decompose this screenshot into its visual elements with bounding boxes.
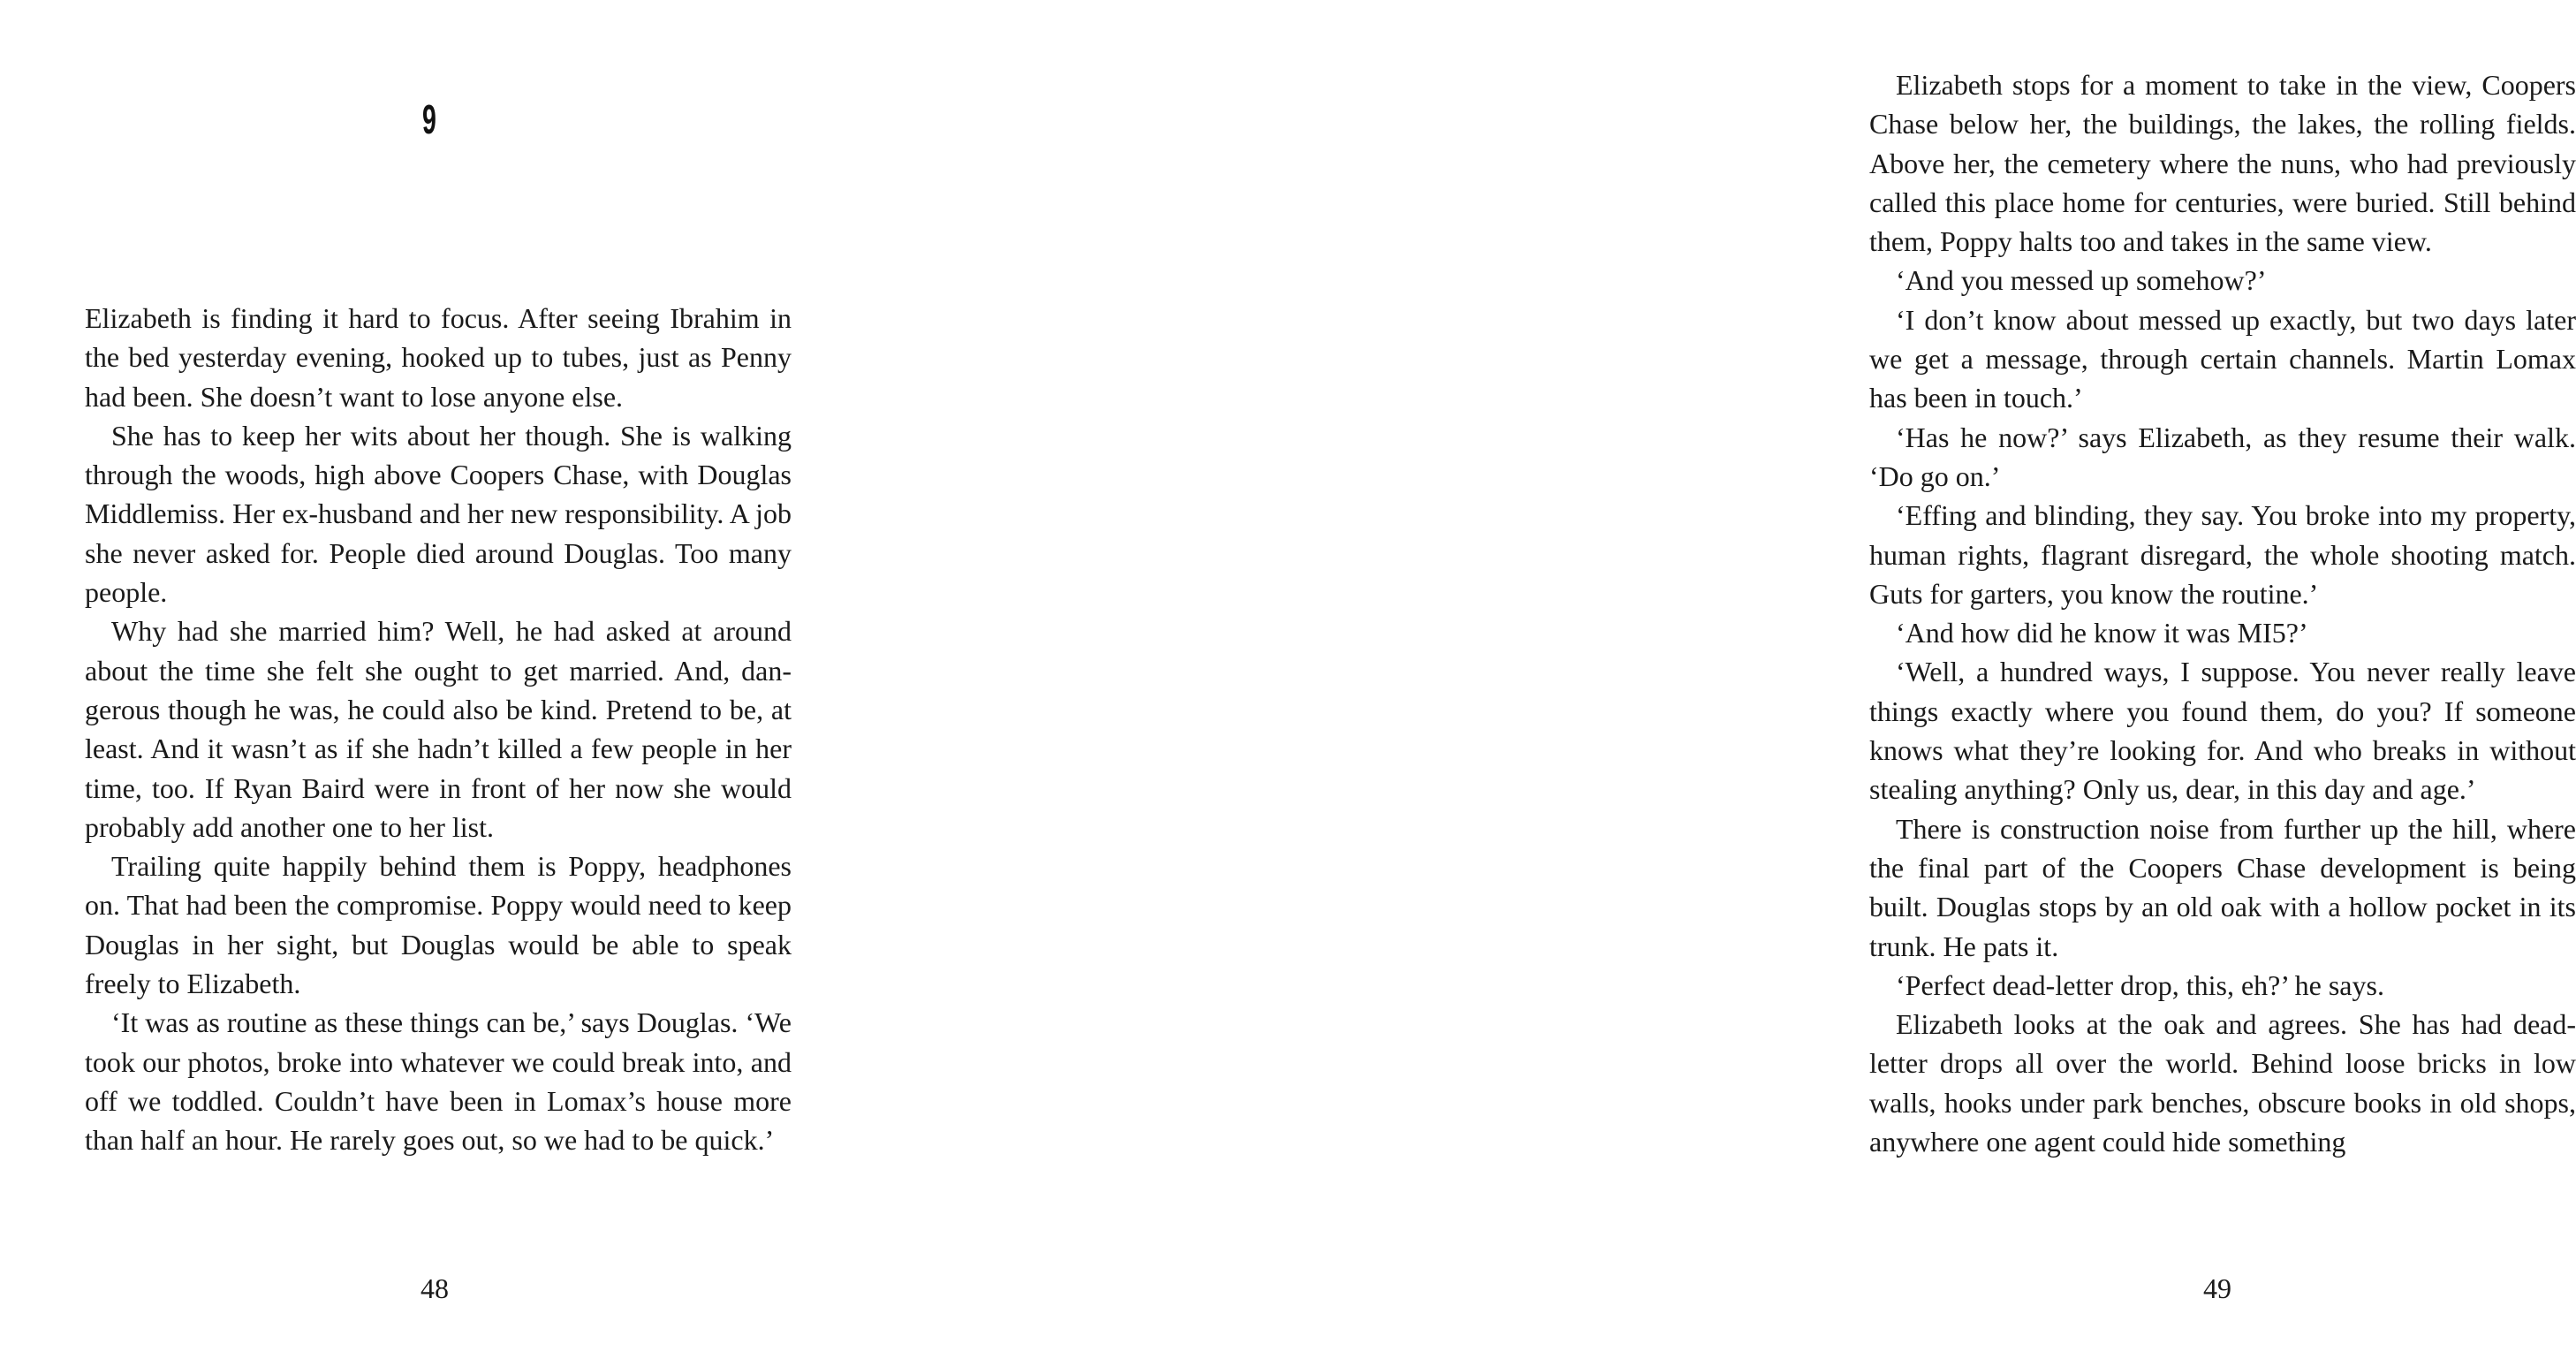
page-number-right: 49	[2203, 1272, 2231, 1304]
right-page-text	[1869, 65, 2576, 1161]
paragraph: ‘Has he now?’ says Elizabeth, as they resume their walk. ‘Do go on.’	[1869, 421, 2576, 492]
paragraph: Elizabeth is finding it hard to focus. After seeing Ibrahim in the bed yesterday evening, hooked up to tubes, just as Penny had been. She doesn’t want to lose anyone else.	[85, 302, 792, 413]
chapter-number: 9	[422, 96, 436, 142]
paragraph: ‘Perfect dead-letter drop, this, eh?’ he says.	[1896, 968, 2384, 1001]
left-page-text	[85, 299, 792, 1160]
paragraph: Why had she married him? Well, he had asked at around about the time she felt she ought to get married. And, dangerous though he was, he could also be kind. Pretend to be, at least. And it wasn’t as if she hadn’t killed a few people in her time, too. If Ryan Baird were in front of her now she would probably add another one to her list.	[85, 615, 792, 843]
paragraph: ‘I don’t know about messed up exactly, but two days later we get a message, through certain channels. Martin Lomax has been in touch.’	[1869, 303, 2576, 414]
paragraph: ‘It was as routine as these things can be,’ says Douglas. ‘We took our photos, broke into whatever we could break into, and off we toddled. Couldn’t have been in Lomax’s house more than half an hour. He rarely goes out, so we had to be quick.’	[85, 1006, 792, 1157]
paragraph: She has to keep her wits about her though. She is walking through the woods, high above Coopers Chase, with Douglas Middlemiss. Her ex-husband and her new responsibility. A job she never asked for. People died around Douglas. Too many people.	[85, 419, 792, 609]
left-page	[0, 0, 883, 1359]
paragraph: Elizabeth looks at the oak and agrees. She has had dead-letter drops all over the world. Behind loose bricks in low walls, hooks under park benches, obscure books in old shops, anywhere one agent could hide something	[1869, 1008, 2576, 1158]
paragraph: There is construction noise from further up the hill, where the final part of the Coopers Chase development is being built. Douglas stops by an old oak with a hollow pocket in its trunk. He pats it.	[1869, 812, 2576, 962]
paragraph: ‘Effing and blinding, they say. You broke into my property, human rights, flagrant disregard, the whole shooting match. Guts for garters, you know the routine.’	[1869, 499, 2576, 610]
paragraph: ‘And how did he know it was MI5?’	[1896, 617, 2308, 649]
right-page	[883, 0, 2576, 1359]
page-number-left: 48	[420, 1272, 449, 1304]
paragraph: ‘Well, a hundred ways, I suppose. You never really leave things exactly where you found them, do you? If someone knows what they’re looking for. And who breaks in without stealing anything? Only us, dear, in this day and age.’	[1869, 656, 2576, 806]
paragraph: Trailing quite happily behind them is Poppy, headphones on. That had been the compromise. Poppy would need to keep Douglas in her sight, but Douglas would be able to speak freely to Elizabeth.	[85, 850, 792, 1000]
paragraph: ‘And you messed up somehow?’	[1896, 264, 2267, 297]
paragraph: Elizabeth stops for a moment to take in the view, Coopers Chase below her, the buildings, the lakes, the rolling fields. Above her, the cemetery where the nuns, who had previously called this place home for centuries, were buried. Still behind them, Poppy halts too and takes in the same view.	[1869, 69, 2576, 258]
